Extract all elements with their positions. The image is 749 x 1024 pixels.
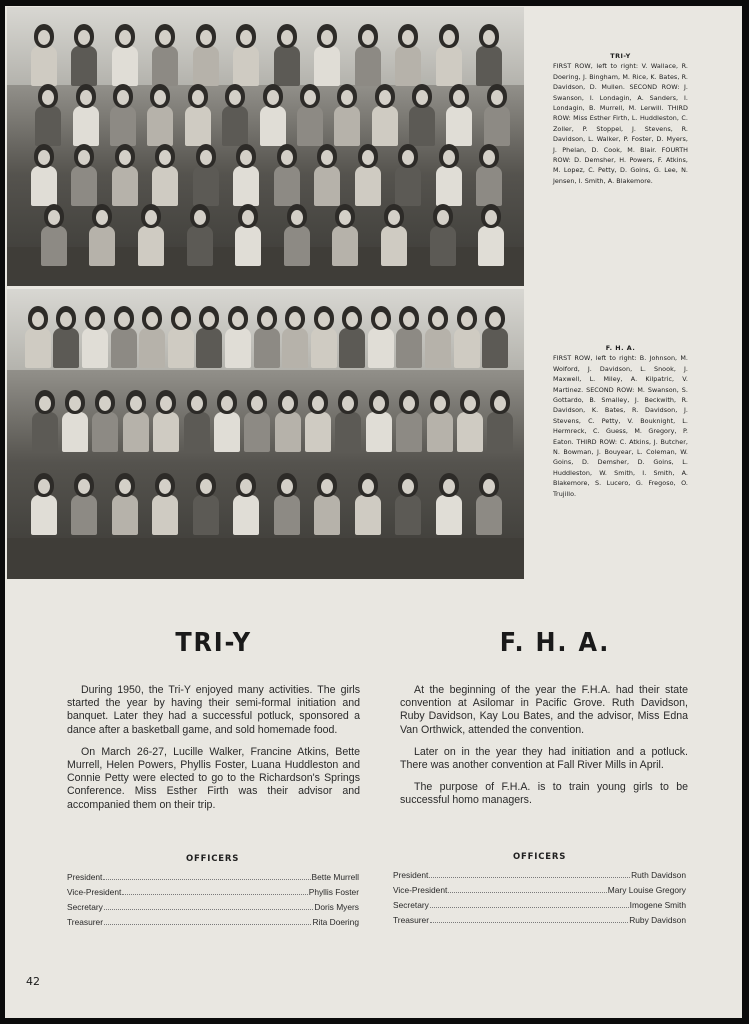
- fha-heading: F. H. A.: [499, 628, 611, 658]
- officer-role: Treasurer: [393, 915, 429, 925]
- officer-name: Ruby Davidson: [629, 915, 686, 925]
- officer-row: [393, 900, 686, 915]
- officer-row: [67, 917, 359, 932]
- triy-officers-title: OFFICERS: [186, 854, 240, 864]
- officer-role: Secretary: [393, 900, 429, 910]
- officer-role: Vice-President: [393, 885, 448, 895]
- officer-row: [393, 915, 686, 930]
- leader-dots: [448, 892, 606, 893]
- leader-dots: [103, 879, 310, 880]
- leader-dots: [104, 909, 313, 910]
- fha-caption-title: F. H. A.: [605, 344, 636, 352]
- officer-name: Bette Murrell: [311, 872, 359, 882]
- triy-photo-caption: [553, 51, 688, 186]
- officer-name: Doris Myers: [314, 902, 359, 912]
- fha-group-photo: [7, 289, 524, 579]
- leader-dots: [430, 922, 628, 923]
- officer-name: Phyllis Foster: [308, 887, 359, 897]
- triy-paragraph: On March 26-27, Lucille Walker, Francine Atkins, Bette Murrell, Helen Powers, Phyllis Foster, Luana Huddleston and Connie Petty were elected to go to the Richardson's Springs Conference. Miss Esther Firth was their advisor and accompanied them on their trip.: [67, 745, 360, 811]
- triy-heading: TRI-Y: [175, 628, 252, 658]
- fha-article: [400, 684, 688, 817]
- officer-row: [67, 887, 359, 902]
- fha-officers-list: [393, 870, 686, 930]
- fha-caption-body: FIRST ROW, left to right: B. Johnson, M. Wolford, J. Davidson, L. Snook, J. Maxwell, L. Miley, A. Kilpatric, V. Martinez. SECOND ROW: M. Swanson, S. Gottardo, B. Smalley, J. Beckwith, R. Davidson, K. Bates, R. Davidson, J. Stevens, C. Petty, V. Bouknight, L. Hermreck, C. Guess, M. Gregory, P. Eaton. THIRD ROW: C. Atkins, J. Butcher, N. Bowman, J. Bouyear, L. Coleman, W. Goins, D. Demsher, D. Goins, L. Huddleston, W. Smith, I. Smith, A. Blakemore, S. Lucero, G. Fregoso, O. Trujillo.: [553, 354, 688, 498]
- triy-caption-title: TRI-Y: [610, 52, 631, 60]
- officer-role: President: [393, 870, 429, 880]
- fha-paragraph: Later on in the year they had initiation and a potluck. There was another convention at Fall River Mills in April.: [400, 745, 688, 772]
- officer-role: Vice-President: [67, 887, 122, 897]
- officer-role: President: [67, 872, 103, 882]
- leader-dots: [104, 924, 311, 925]
- fha-officers-title: OFFICERS: [513, 852, 567, 862]
- leader-dots: [122, 894, 307, 895]
- officer-name: Rita Doering: [312, 917, 359, 927]
- fha-paragraph: At the beginning of the year the F.H.A. had their state convention at Asilomar in Pacific Grove. Ruth Davidson, Ruby Davidson, Kay Lou Bates, and the advisor, Miss Edna Van Orthwick, attended the convention.: [400, 684, 688, 736]
- officer-name: Imogene Smith: [629, 900, 686, 910]
- officer-row: [67, 872, 359, 887]
- officer-role: Secretary: [67, 902, 103, 912]
- officer-row: [67, 902, 359, 917]
- officer-role: Treasurer: [67, 917, 103, 927]
- triy-group-photo: [7, 7, 524, 286]
- officer-row: [393, 885, 686, 900]
- yearbook-page: [5, 6, 742, 1018]
- triy-caption-body: FIRST ROW, left to right: V. Wallace, R. Doering, J. Bingham, M. Rice, K. Bates, R. Davidson, D. Mullen. SECOND ROW: J. Swanson, I. Londagin, A. Sanders, I. Londagin, B. Murrell, M. Lerwill. THIRD ROW: Miss Esther Firth, L. Huddleston, C. Zoller, P. Stoppel, J. Stevens, R. Davidson, L. Walker, P. Foster, D. Myers, J. Phelan, D. Cook, M. Blair. FOURTH ROW: D. Demsher, H. Powers, F. Atkins, M. Lopez, C. Petty, D. Goins, G. Lee, N. Jensen, I. Smith, A. Blakemore.: [553, 62, 688, 185]
- triy-officers-list: [67, 872, 359, 932]
- officer-name: Ruth Davidson: [631, 870, 686, 880]
- page-number: 42: [26, 975, 40, 988]
- fha-photo-caption: [553, 343, 688, 499]
- triy-paragraph: During 1950, the Tri-Y enjoyed many activities. The girls started the year by having their semi-formal initiation and banquet. Later they had a successful potluck, sponsored a dance after a basketball game, and sold homemade food.: [67, 684, 360, 736]
- officer-row: [393, 870, 686, 885]
- triy-article: [67, 684, 360, 821]
- officer-name: Mary Louise Gregory: [607, 885, 686, 895]
- leader-dots: [430, 907, 629, 908]
- leader-dots: [429, 877, 630, 878]
- fha-paragraph: The purpose of F.H.A. is to train young girls to be successful homo managers.: [400, 781, 688, 807]
